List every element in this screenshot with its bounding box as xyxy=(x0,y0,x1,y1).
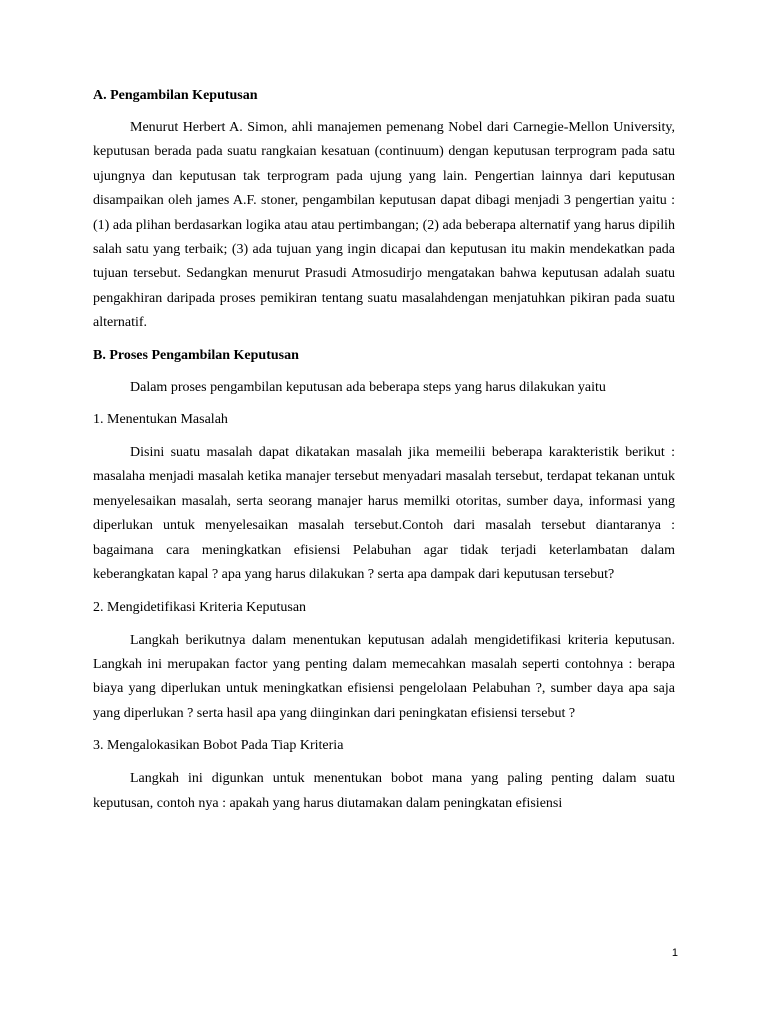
step-text-3: Langkah ini digunkan untuk menentukan bobot mana yang paling penting dalam suatu keputusan, contoh nya : apakah yang harus diutamakan dalam peningkatan efisiensi xyxy=(93,771,675,811)
step-text-2: Langkah berikutnya dalam menentukan keputusan adalah mengidetifikasi kriteria keputusan. Langkah ini merupakan factor yang penting dalam memecahkan masalah seperti contohnya : berapa biaya yang diperlukan untuk meningkatkan efisiensi pengelolaan Pelabuhan ?, sumber daya apa saja yang diperlukan ? serta hasil apa yang diinginkan dari peningkatan efisiensi tersebut ? xyxy=(93,632,675,721)
page-content xyxy=(93,86,675,826)
section-heading-b: B. Proses Pengambilan Keputusan xyxy=(93,347,299,363)
section-heading-a: A. Pengambilan Keputusan xyxy=(93,88,258,103)
step-title-2: 2. Mengidetifikasi Kriteria Keputusan xyxy=(93,599,307,615)
paragraph-definition: Menurut Herbert A. Simon, ahli manajemen pemenang Nobel dari Carnegie-Mellon University, keputusan berada pada suatu rangkaian kesatuan (continuum) dengan keputusan terprogram pada satu ujungnya dan keputusan tak terprogram pada ujung yang lain. Pengertian lainnya dari keputusan disampaikan oleh james A.F. stoner, pengambilan keputusan dapat dibagi menjadi 3 pengertian yaitu : (1) ada plihan berdasarkan logika atau atau pertimbangan; (2) ada beberapa alternatif yang harus dipilih salah satu yang terbaik; (3) ada tujuan yang ingin dicapai dan keputusan itu makin mendekatkan pada tujuan tersebut. Sedangkan menurut Prasudi Atmosudirjo mengatakan bahwa keputusan adalah suatu pengakhiran daripada proses pemikiran tentang suatu masalahdengan menjatuhkan pikiran pada suatu alternatif. xyxy=(93,120,675,331)
step-title-3: 3. Mengalokasikan Bobot Pada Tiap Kriteria xyxy=(93,738,344,754)
step-text-1: Disini suatu masalah dapat dikatakan masalah jika memeilii beberapa karakteristik berikut : masalaha menjadi masalah ketika manajer tersebut menyadari masalah tersebut, terdapat tekanan untuk menyelesaikan masalah, serta seorang manajer harus memilki otoritas, sumber daya, informasi yang diperlukan untuk menyelesaikan masalah tersebut.Contoh dari masalah tersebut diantaranya : bagaimana cara meningkatkan efisiensi Pelabuhan agar tidak terjadi keterlambatan dalam keberangkatan kapal ? apa yang harus dilakukan ? serta apa dampak dari keputusan tersebut? xyxy=(93,445,675,583)
step-title-1: 1. Menentukan Masalah xyxy=(93,412,228,428)
paragraph-steps-intro: Dalam proses pengambilan keputusan ada beberapa steps yang harus dilakukan yaitu xyxy=(130,379,606,395)
page-number: 1 xyxy=(671,947,678,959)
